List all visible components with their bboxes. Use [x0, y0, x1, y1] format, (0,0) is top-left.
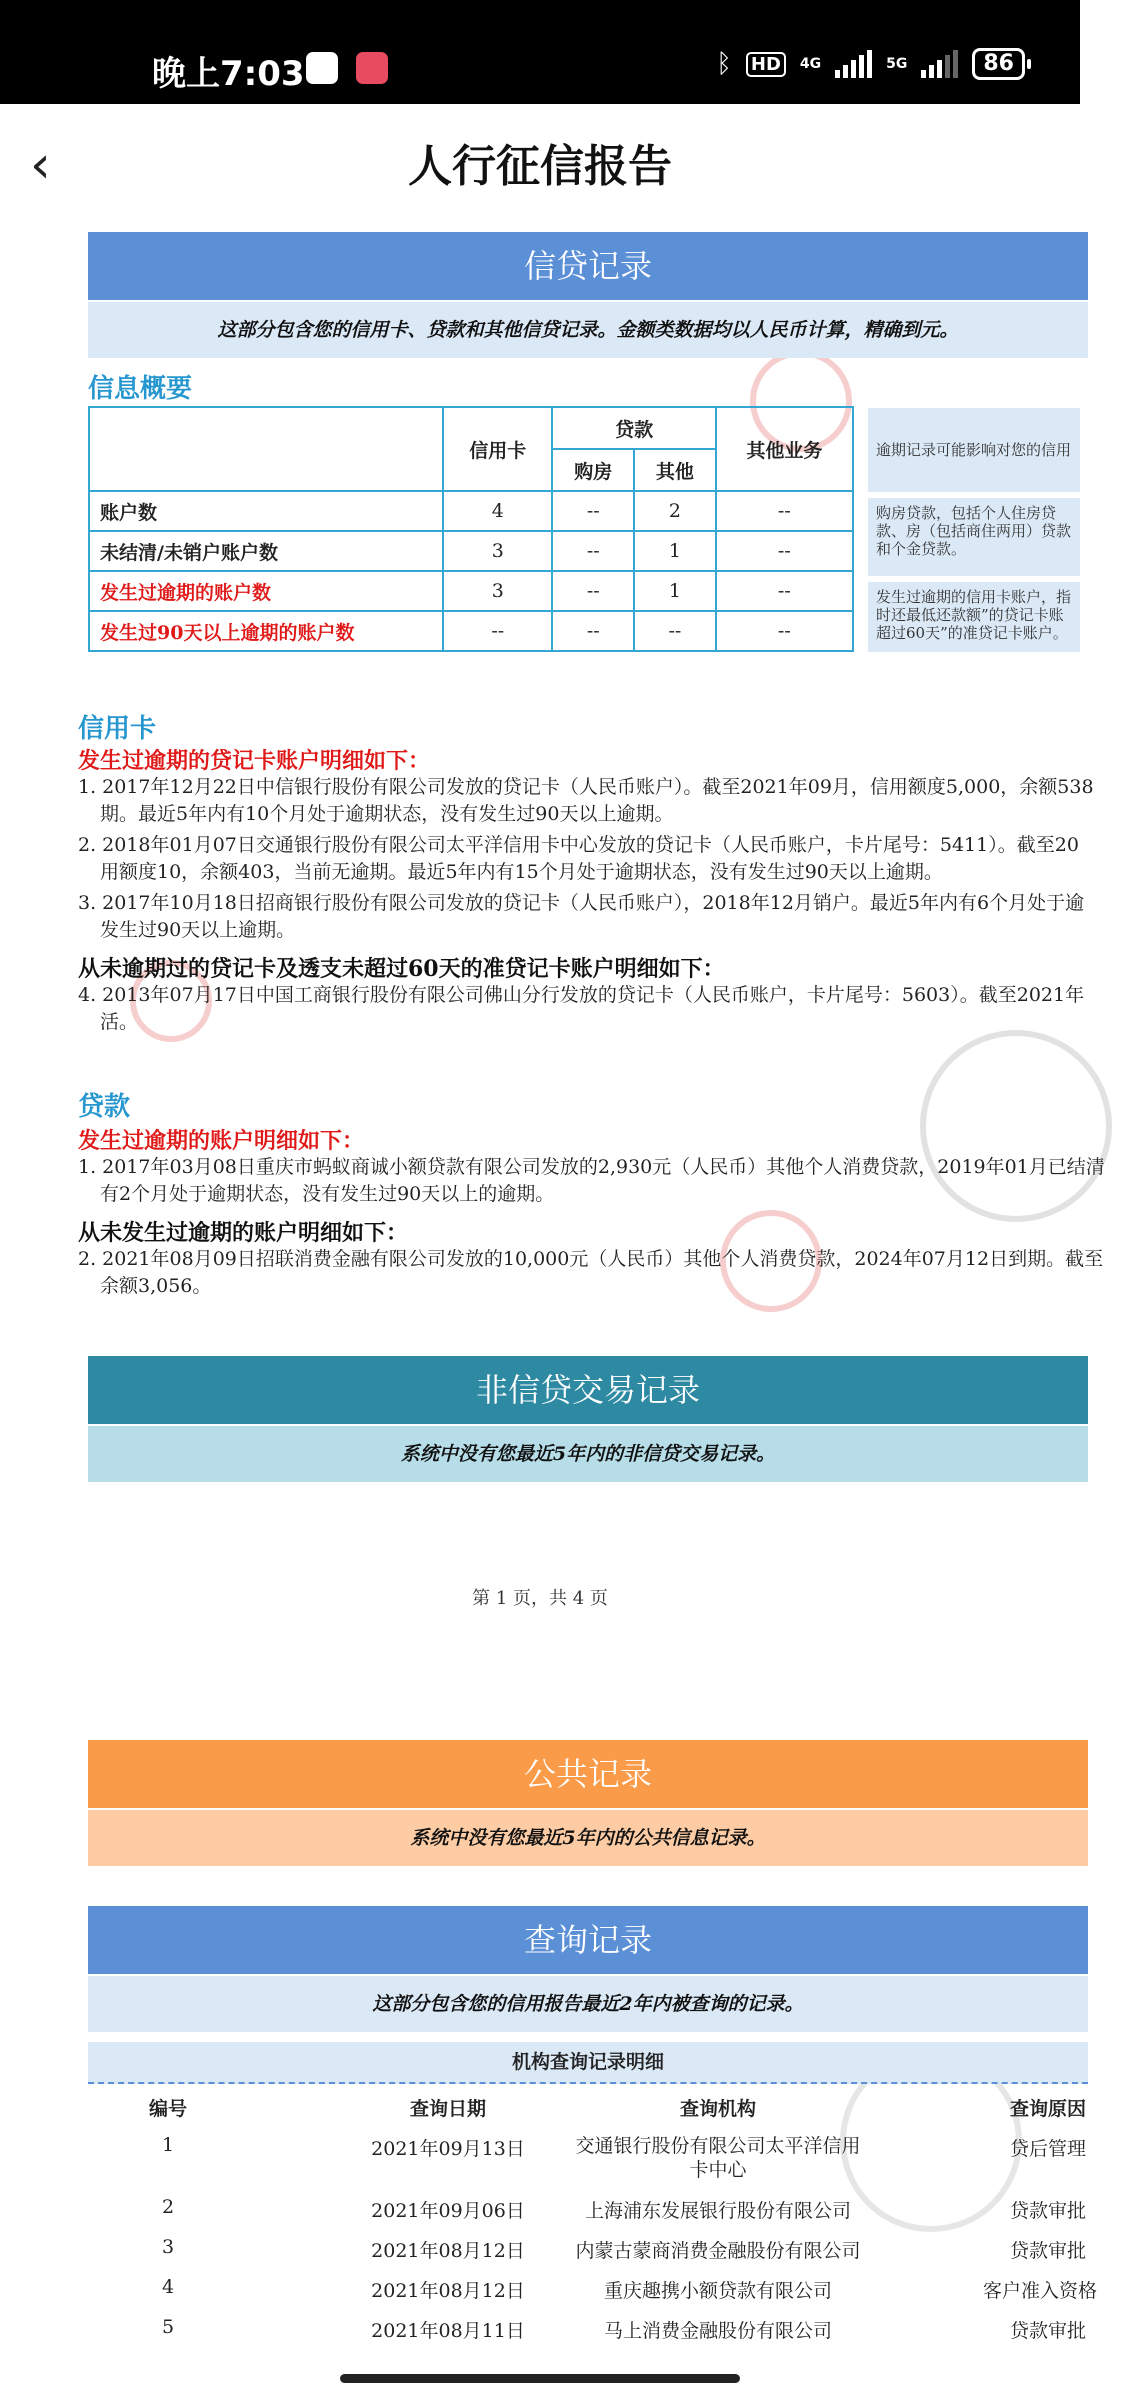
list-item: 3. 2017年10月18日招商银行股份有限公司发放的贷记卡（人民币账户），2018年12月销户。最近5年内有6个月处于逾 发生过90天以上逾期。	[78, 892, 1085, 941]
query-detail-title: 机构查询记录明细	[88, 2042, 1088, 2084]
query-records-subtitle: 这部分包含您的信用报告最近2年内被查询的记录。	[88, 1976, 1088, 2032]
clock: 晚上7:03	[152, 54, 305, 94]
status-icons	[716, 48, 1025, 80]
public-records-heading: 公共记录	[88, 1740, 1088, 1808]
qq-app-icon	[306, 52, 338, 84]
status-bar	[0, 0, 1080, 104]
public-records-subtitle: 系统中没有您最近5年内的公共信息记录。	[88, 1810, 1088, 1866]
col-credit-card: 信用卡	[443, 407, 552, 491]
table-corner	[89, 407, 443, 491]
note-housing: 购房贷款，包括个人住房贷款、房（包括商住两用）贷款和个金贷款。	[868, 498, 1080, 576]
credit-records-heading: 信贷记录	[88, 232, 1088, 300]
list-item: 1. 2017年03月08日重庆市蚂蚁商诚小额贷款有限公司发放的2,930元（人民币）其他个人消费贷款，2019年01月已结清 有2个月处于逾期状态，没有发生过90天以上的逾期。	[78, 1156, 1105, 1205]
col-other: 其他	[634, 449, 716, 491]
card-overdue-title: 发生过逾期的贷记卡账户明细如下：	[78, 748, 431, 774]
page-title: 人行征信报告	[408, 141, 672, 192]
noncredit-heading: 非信贷交易记录	[88, 1356, 1088, 1424]
credit-records-subtitle: 这部分包含您的信用卡、贷款和其他信贷记录。金额类数据均以人民币计算，精确到元。	[88, 302, 1088, 358]
table-row: 发生过逾期的账户数 3 -- 1 --	[89, 571, 853, 611]
query-records-heading: 查询记录	[88, 1906, 1088, 1974]
table-row: 未结清/未销户账户数 3 -- 1 --	[89, 531, 853, 571]
notification-app-icon	[356, 52, 388, 84]
home-indicator[interactable]	[340, 2374, 740, 2383]
col-housing: 购房	[552, 449, 634, 491]
page-number: 第 1 页，共 4 页	[472, 1588, 608, 1609]
note-overdue: 逾期记录可能影响对您的信用	[868, 408, 1080, 492]
signal-icon-2	[921, 50, 958, 78]
overview-table	[88, 406, 854, 652]
network-4g-label: 4G	[799, 56, 822, 72]
loan-normal-title: 从未发生过逾期的账户明细如下：	[78, 1220, 409, 1246]
list-item: 1. 2017年12月22日中信银行股份有限公司发放的贷记卡（人民币账户）。截至2021年09月，信用额度5,000，余额538 期。最近5年内有10个月处于逾期状态，没有发生过90天以上逾期。	[78, 776, 1094, 825]
loan-section-title: 贷款	[78, 1092, 131, 1122]
battery-icon: 86	[972, 48, 1025, 80]
loan-overdue-title: 发生过逾期的账户明细如下：	[78, 1128, 365, 1154]
list-item: 2. 2021年08月09日招联消费金融有限公司发放的10,000元（人民币）其他个人消费贷款，2024年07月12日到期。截至 余额3,056。	[78, 1248, 1104, 1297]
card-normal-title: 从未逾期过的贷记卡及透支未超过60天的准贷记卡账户明细如下：	[78, 956, 725, 982]
table-row: 账户数 4 -- 2 --	[89, 491, 853, 531]
note-credit-card: 发生过逾期的信用卡账户，指时还最低还款额”的贷记卡账超过60天”的准贷记卡账户。	[868, 582, 1080, 652]
credit-card-section-title: 信用卡	[78, 714, 157, 744]
hd-icon: HD	[746, 52, 786, 77]
list-item: 4. 2013年07月17日中国工商银行股份有限公司佛山分行发放的贷记卡（人民币账户，卡片尾号：5603）。截至2021年 活。	[78, 984, 1085, 1033]
table-row: 发生过90天以上逾期的账户数 -- -- -- --	[89, 611, 853, 651]
back-icon[interactable]: ‹	[30, 135, 51, 195]
bluetooth-icon: ᛒ	[716, 49, 732, 79]
network-5g-label: 5G	[886, 56, 908, 72]
col-other-business: 其他业务	[716, 407, 853, 491]
noncredit-subtitle: 系统中没有您最近5年内的非信贷交易记录。	[88, 1426, 1088, 1482]
list-item: 2. 2018年01月07日交通银行股份有限公司太平洋信用卡中心发放的贷记卡（人民币账户，卡片尾号：5411）。截至20 用额度10，余额403，当前无逾期。最近5年内有15个月处于逾期状态，没有发生过90天以上逾期。	[78, 834, 1079, 883]
col-loan: 贷款	[552, 407, 715, 449]
overview-title: 信息概要	[88, 374, 193, 404]
signal-icon	[835, 50, 872, 78]
